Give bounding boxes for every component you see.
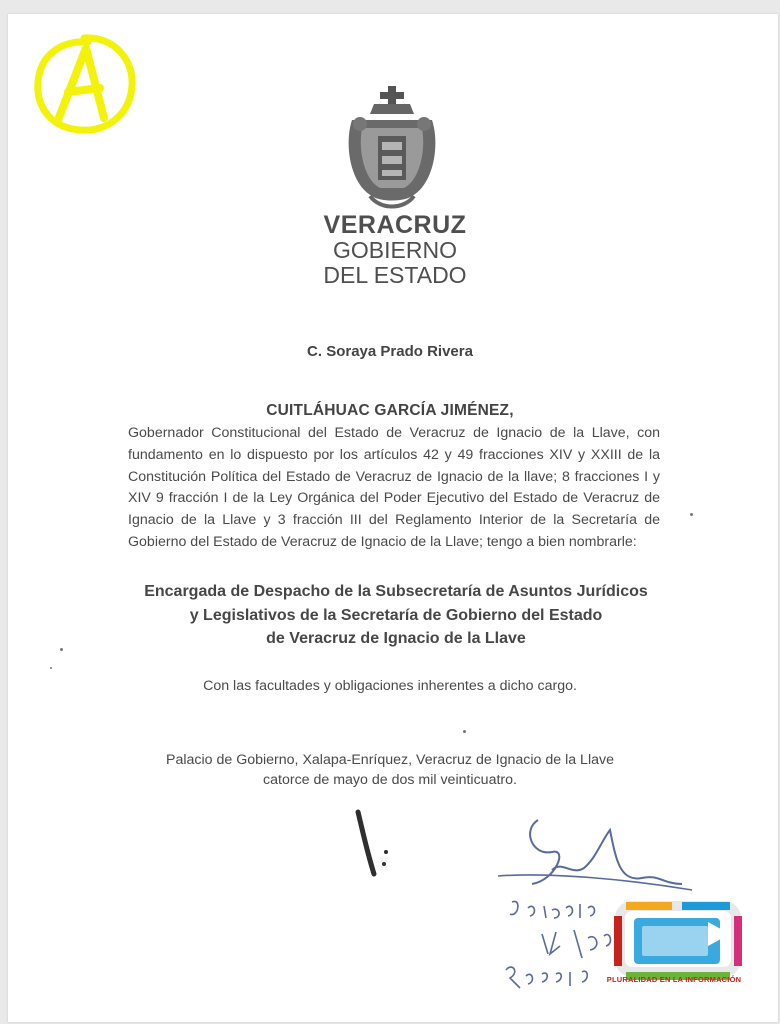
- letterhead-line-gobierno: GOBIERNO: [333, 237, 457, 263]
- appointment-line-2: y Legislativos de la Secretaría de Gobierno del Estado: [189, 606, 603, 624]
- addressee: C. Soraya Prado Rivera: [307, 343, 473, 360]
- appointment-line-1: Encargada de Despacho de la Subsecretaría de Asuntos Jurídicos: [144, 583, 648, 600]
- veracruz-seal-icon: [340, 84, 444, 214]
- body-paragraph: Gobernador Constitucional del Estado de Veracruz de Ignacio de la Llave, con fundamento en lo dispuesto por los artículos 42 y 49 fracciones XIV y XXIII de la Constitución Política del Estado de Veracruz de Ignacio de la llave; 8 fracciones I y XIV 9 fracción I de la Ley Orgánica del Poder Ejecutivo del Estado de Veracruz de Ignacio de la Llave y 3 fracción III del Reglamento Interior de la Secretaría de Gobierno del Estado de Veracruz de Ignacio de la Llave; tengo a bien nombrarle:: [128, 425, 660, 550]
- place-line: Palacio de Gobierno, Xalapa-Enríquez, Veracruz de Ignacio de la Llave: [166, 752, 614, 768]
- watermark-caption: PLURALIDAD EN LA INFORMACIÓN: [606, 975, 742, 984]
- letterhead: [300, 212, 490, 288]
- scan-speck: [690, 513, 693, 516]
- letterhead-line-del-estado: DEL ESTADO: [323, 262, 467, 288]
- scan-speck: [50, 667, 52, 669]
- governor-name: CUITLÁHUAC GARCÍA JIMÉNEZ,: [266, 402, 514, 419]
- scan-speck: [463, 730, 466, 733]
- faculties-text: Con las facultades y obligaciones inherentes a dicho cargo.: [203, 678, 577, 694]
- letterhead-line-veracruz: VERACRUZ: [323, 211, 467, 239]
- date-line: catorce de mayo de dos mil veinticuatro.: [263, 772, 517, 788]
- appointment-line-3: de Veracruz de Ignacio de la Llave: [266, 630, 526, 647]
- highlighter-circle-a-mark: [28, 30, 140, 140]
- place-and-date: [0, 750, 780, 790]
- signature-mark-icon: [348, 808, 398, 883]
- scan-speck: [60, 648, 63, 651]
- appointment-title: [120, 580, 672, 651]
